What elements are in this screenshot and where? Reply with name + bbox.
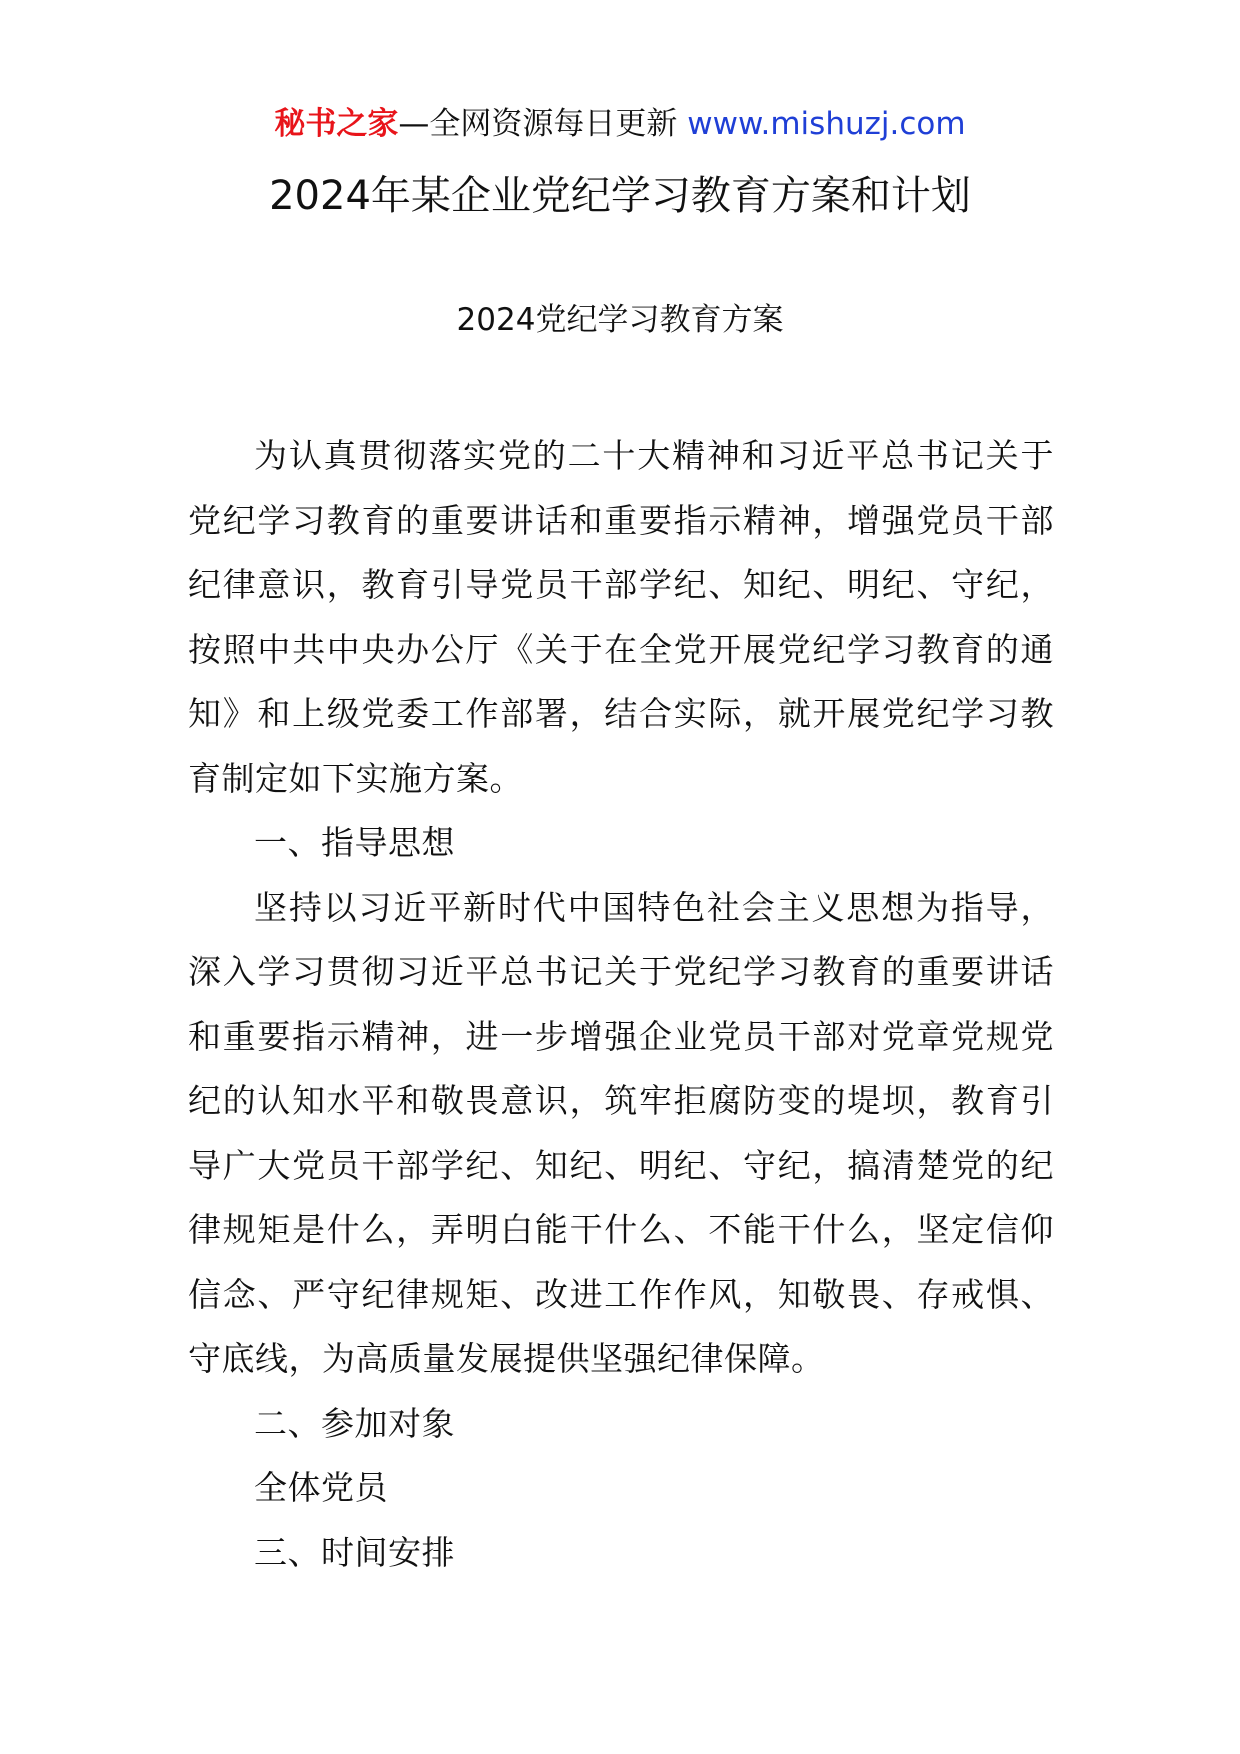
header-url-link[interactable]: www.mishuzj.com [687, 106, 966, 142]
guiding-thought-paragraph: 坚持以习近平新时代中国特色社会主义思想为指导，深入学习贯彻习近平总书记关于党纪学习教育的重要讲话和重要指示精神，进一步增强企业党员干部对党章党规党纪的认知水平和敬畏意识，筑牢拒腐防变的堤坝，教育引导广大党员干部学纪、知纪、明纪、守纪，搞清楚党的纪律规矩是什么，弄明白能干什么、不能干什么，坚定信仰信念、严守纪律规矩、改进工作作风，知敬畏、存戒惧、守底线，为高质量发展提供坚强纪律保障。 [188, 887, 1054, 1378]
header-brand: 秘书之家 [274, 106, 399, 142]
site-header [0, 102, 1240, 146]
section-heading-guiding-thought: 一、指导思想 [254, 823, 455, 862]
document-title: 2024年某企业党纪学习教育方案和计划 [269, 173, 971, 219]
section-heading-schedule: 三、时间安排 [254, 1532, 455, 1572]
section-heading-participants: 二、参加对象 [254, 1403, 455, 1443]
intro-paragraph: 为认真贯彻落实党的二十大精神和习近平总书记关于党纪学习教育的重要讲话和重要指示精神，增强党员干部纪律意识，教育引导党员干部学纪、知纪、明纪、守纪，按照中共中央办公厅《关于在全党开展党纪学习教育的通知》和上级党委工作部署，结合实际，就开展党纪学习教育制定如下实施方案。 [188, 436, 1054, 798]
document-body [188, 424, 1054, 1585]
document-subtitle: 2024党纪学习教育方案 [456, 302, 784, 338]
header-slogan: —全网资源每日更新 [398, 106, 678, 142]
participants-paragraph: 全体党员 [254, 1468, 388, 1507]
